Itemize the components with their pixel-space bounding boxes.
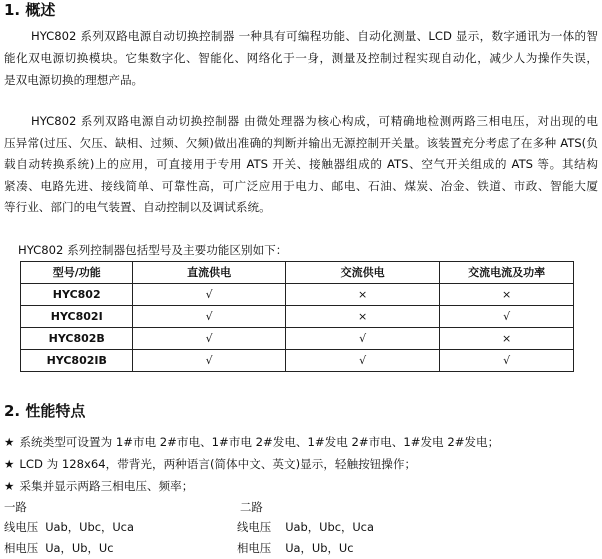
ac-supply-cell: × <box>285 306 439 328</box>
model-cell: HYC802I <box>21 306 133 328</box>
channel-1-line-voltage <box>4 517 134 537</box>
ac-supply-cell: × <box>285 284 439 306</box>
section-1-title: 1. 概述 <box>4 1 56 19</box>
paragraph-line: 压异常(过压、欠压、缺相、过频、欠频)做出准确的判断并输出无源控制开关量。该装置充分考虑了在多种 ATS(负 <box>4 135 598 150</box>
table-row <box>21 328 574 350</box>
model-cell: HYC802IB <box>21 350 133 372</box>
feature-list <box>4 431 598 497</box>
paragraph-line: HYC802 系列双路电源自动切换控制器 由微处理器为核心构成，可精确地检测两路三相电压，对出现的电 <box>31 114 598 128</box>
channel-1-phase-voltage <box>4 538 113 558</box>
paragraph-line: 等行业、部门的电气装置、自动控制以及调试系统。 <box>4 200 271 215</box>
table-row <box>21 350 574 372</box>
phase-voltage-label: 相电压 <box>4 540 39 555</box>
ac-current-power-cell: × <box>440 328 574 350</box>
feature-text: 采集并显示两路三相电压、频率； <box>19 479 194 493</box>
table-header-row <box>21 262 574 284</box>
feature-item <box>4 431 598 453</box>
feature-item <box>4 453 598 475</box>
dc-supply-cell: √ <box>133 284 285 306</box>
paragraph-line: 是双电源切换的理想产品。 <box>4 73 144 87</box>
star-bullet-icon: ★ <box>4 479 15 493</box>
ac-supply-cell: √ <box>285 328 439 350</box>
header-model-function: 型号/功能 <box>21 262 133 284</box>
channel-1-label: 一路 <box>4 500 27 514</box>
model-cell: HYC802B <box>21 328 133 350</box>
paragraph-line: 能化双电源切换模块。它集数字化、智能化、网络化于一身，测量及控制过程实现自动化，减少人为操作失误， <box>4 51 598 65</box>
feature-text: LCD 为 128x64，带背光，两种语言(简体中文、英文)显示，轻触按钮操作； <box>19 457 417 471</box>
line-voltage-values: Uab，Ubc，Uca <box>285 520 374 535</box>
dc-supply-cell: √ <box>133 350 285 372</box>
model-cell: HYC802 <box>21 284 133 306</box>
paragraph-line: 紧凑、电路先进、接线简单、可靠性高，可广泛应用于电力、邮电、石油、煤炭、冶金、铁道、市政、智能大厦 <box>4 178 598 193</box>
header-ac-supply: 交流供电 <box>285 262 439 284</box>
model-function-table <box>20 261 574 372</box>
dc-supply-cell: √ <box>133 306 285 328</box>
table-row <box>21 306 574 328</box>
star-bullet-icon: ★ <box>4 435 15 449</box>
phase-voltage-label: 相电压 <box>237 540 272 555</box>
ac-current-power-cell: √ <box>440 350 574 372</box>
dc-supply-cell: √ <box>133 328 285 350</box>
section-2-title: 2. 性能特点 <box>4 402 86 420</box>
ac-supply-cell: √ <box>285 350 439 372</box>
voltage-channels <box>4 497 598 558</box>
channel-2-phase-voltage <box>237 538 353 558</box>
ac-current-power-cell: √ <box>440 306 574 328</box>
feature-text: 系统类型可设置为 1#市电 2#市电、1#市电 2#发电、1#发电 2#市电、1#发电 2#发电； <box>19 435 500 449</box>
channel-2-line-voltage <box>237 517 374 537</box>
ac-current-power-cell: × <box>440 284 574 306</box>
channel-2-label: 二路 <box>240 500 263 514</box>
star-bullet-icon: ★ <box>4 457 15 471</box>
line-voltage-values: Uab，Ubc，Uca <box>45 520 134 535</box>
table-row <box>21 284 574 306</box>
paragraph-line: HYC802 系列双路电源自动切换控制器 一种具有可编程功能、自动化测量、LCD 显示，数字通讯为一体的智 <box>31 29 598 43</box>
feature-item <box>4 475 598 497</box>
header-dc-supply: 直流供电 <box>133 262 285 284</box>
line-voltage-label: 线电压 <box>237 520 272 535</box>
phase-voltage-values: Ua，Ub，Uc <box>45 540 114 555</box>
line-voltage-row <box>4 517 598 537</box>
header-ac-current-power: 交流电流及功率 <box>440 262 574 284</box>
overview-paragraph-1 <box>4 25 598 91</box>
overview-paragraph-2 <box>4 111 598 219</box>
line-voltage-label: 线电压 <box>4 520 39 535</box>
channel-label-row <box>4 497 598 517</box>
paragraph-line: 载自动转换系统)上的应用，可直接用于专用 ATS 开关、接触器组成的 ATS、空气开关组成的 ATS 等。其结构 <box>4 157 598 172</box>
table-caption: HYC802 系列控制器包括型号及主要功能区别如下： <box>18 243 288 257</box>
phase-voltage-row <box>4 538 598 558</box>
phase-voltage-values: Ua，Ub，Uc <box>285 540 354 555</box>
